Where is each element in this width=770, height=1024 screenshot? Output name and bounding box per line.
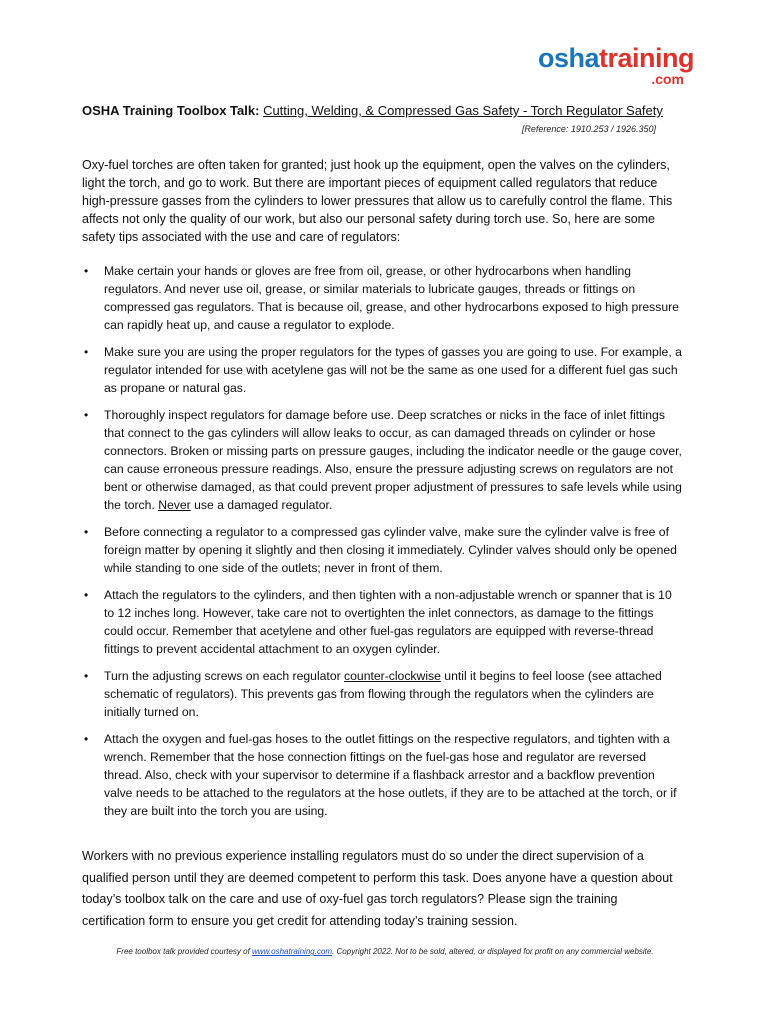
title-prefix: OSHA Training Toolbox Talk: bbox=[82, 103, 260, 118]
bullet-icon: • bbox=[84, 525, 89, 539]
bullet-icon: • bbox=[84, 408, 89, 422]
oshatraining-link[interactable]: www.oshatraining.com bbox=[252, 947, 333, 956]
closing-paragraph: Workers with no previous experience installing regulators must do so under the direct supervision of a qualified person until they are deemed competent to perform this task. Does anyone have a question about today’s toolbox talk on the care and use of oxy-fuel gas torch regulators? Please sign the training certification form to ensure you get credit for attending today’s training session. bbox=[82, 849, 673, 928]
footer-notice bbox=[0, 947, 770, 956]
tip-text: Attach the regulators to the cylinders, and then tighten with a non-adjustable wrench or spanner that is 10 to 12 inches long. However, take care not to overtighten the inlet connectors, as damage to the fittings could occur. Remember that acetylene and other fuel-gas regulators are equipped with reverse-thread fittings to prevent accidental attachment to an oxygen cylinder. bbox=[104, 588, 672, 656]
logo-training-text: training bbox=[599, 43, 695, 73]
safety-tips-list bbox=[82, 262, 682, 829]
list-item bbox=[82, 586, 682, 658]
footer-copyright: . Copyright 2022. Not to be sold, altered, or displayed for profit on any commercial website. bbox=[332, 947, 654, 956]
list-item bbox=[82, 523, 682, 577]
tip-text: Make sure you are using the proper regulators for the types of gasses you are going to use. For example, a regulator intended for use with acetylene gas will not be the same as one used for a different fuel gas such as propane or natural gas. bbox=[104, 345, 682, 395]
tip-text: Make certain your hands or gloves are free from oil, grease, or other hydrocarbons when handling regulators. And never use oil, grease, or similar materials to lubricate gauges, threads or fittings on compressed gas regulators. That is because oil, grease, and other hydrocarbons exposed to high pressure can rapidly heat up, and cause a regulator to explode. bbox=[104, 264, 679, 332]
tip-emphasis: counter-clockwise bbox=[344, 669, 441, 683]
title-topic: Cutting, Welding, & Compressed Gas Safety - Torch Regulator Safety bbox=[263, 103, 663, 118]
tip-text: Thoroughly inspect regulators for damage before use. Deep scratches or nicks in the face of inlet fittings that connect to the gas cylinders will allow leaks to occur, as can damaged threads on cylinder or hose connectors. Broken or missing parts on pressure gauges, including the indicator needle or the gauge cover, can cause erroneous pressure readings. Also, ensure the pressure adjusting screws on regulators are not bent or otherwise damaged, as that could prevent proper adjustment of pressures to safe levels while using the torch. bbox=[104, 408, 682, 512]
tip-text: Turn the adjusting screws on each regulator bbox=[104, 669, 345, 683]
document-title bbox=[82, 103, 702, 119]
bullet-icon: • bbox=[84, 669, 89, 683]
intro-paragraph: Oxy-fuel torches are often taken for granted; just hook up the equipment, open the valves on the cylinders, light the torch, and go to work. But there are important pieces of equipment called regulators that reduce high-pressure gasses from the cylinders to lower pressures that allow us to carefully control the flame. This affects not only the quality of our work, but also our personal safety during torch use. So, here are some safety tips associated with the use and care of regulators: bbox=[82, 158, 673, 244]
list-item bbox=[82, 406, 682, 514]
list-item bbox=[82, 730, 682, 820]
list-item bbox=[82, 343, 682, 397]
bullet-icon: • bbox=[84, 345, 89, 359]
bullet-icon: • bbox=[84, 588, 89, 602]
bullet-icon: • bbox=[84, 732, 89, 746]
logo-wordmark bbox=[538, 43, 695, 73]
tip-text-end: use a damaged regulator. bbox=[190, 498, 333, 512]
logo-com-text: .com bbox=[651, 71, 684, 87]
reference-citation: [Reference: 1910.253 / 1926.350] bbox=[521, 124, 656, 134]
tip-text: Before connecting a regulator to a compressed gas cylinder valve, make sure the cylinder valve is free of foreign matter by opening it slightly and then closing it immediately. Cylinder valves should only be opened while standing to one side of the outlets; never in front of them. bbox=[104, 525, 677, 575]
bullet-icon: • bbox=[84, 264, 89, 278]
footer-text: Free toolbox talk provided courtesy of bbox=[116, 947, 253, 956]
list-item bbox=[82, 667, 682, 721]
tip-text-end: until it begins to feel loose (see attached schematic of regulators). This prevents gas from flowing through the regulators when the cylinders are initially turned on. bbox=[104, 669, 662, 719]
logo-osha-text: osha bbox=[538, 43, 600, 73]
list-item bbox=[82, 262, 682, 334]
oshatraining-logo bbox=[538, 43, 695, 87]
tip-emphasis: Never bbox=[158, 498, 191, 512]
tip-text: Attach the oxygen and fuel-gas hoses to the outlet fittings on the respective regulators, and tighten with a wrench. Remember that the hose connection fittings on the fuel-gas hose and regulator are reversed thread. Also, check with your supervisor to determine if a flashback arrestor and a backflow prevention valve needs to be attached to the regulators at the hose outlets, if they are to be attached at the torch, or if they are built into the torch you are using. bbox=[104, 732, 677, 818]
